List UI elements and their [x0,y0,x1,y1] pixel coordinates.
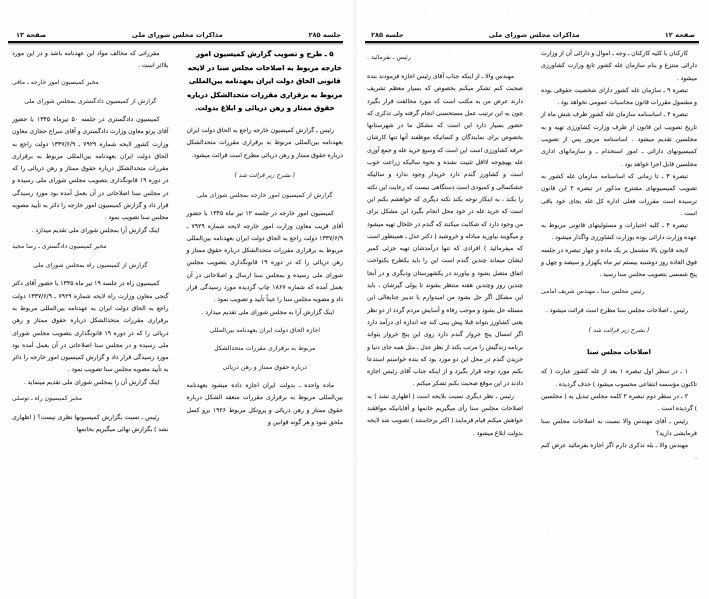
centered-title-line: اجازه الحاق دولت ایران بعهدنامه بین‌المللی [209,326,320,334]
left-page-publication-title: مذاکرات مجلس شورای ملی [131,31,223,39]
signature-line: مخبر کمیسیون راه ـ توسلی [12,395,82,403]
body-paragraph: تبصره ۹ ـ سازمان غله کشور دارای شخصیت حقوقی بوده و مشمول مقررات قانون محاسبات عمومی نخواهد بود . [541,86,697,107]
stage-direction-note: ( بشرح زیر قرائت شد ) [588,326,650,334]
right-page [355,0,709,599]
body-paragraph: کارکنان با کلیه کارکنان ـ وجه ـ اموال و دارائی آن از وزارت دارائی منتزع و بنام سازمان غله کشور تابع وزارت کشاورزی میشود . [541,50,697,82]
body-paragraph: رئیس ـ آقای مهندس والا نسبت به اصلاحات مجلس سنا فرمایشی دارید؟ [541,417,697,437]
agenda-item-heading: ۵ ـ طرح و تصویب گزارش کمیسیون امور خارجه مربوط به اصلاحات مجلس سنا در لایحه قانونی الحاق دولت ایران بعهدنامه بین‌المللی مربوط به برقراری مقررات متحدالشکل درباره حقوق ممتاز و رهن دریائی و ابلاغ بدولت. [187,50,343,113]
body-paragraph: تبصره ۲ ـ اساسنامه سازمان غله کشور ظرف شش ماه از تاریخ تصویب این قانون از طرف وزارت کشاورزی تهیه و به مجلسین تقدیم میشود . اساسنامه مزبور پس از تصویب کمیسیونهای دارائی ـ امور استخدام ـ و سازمانهای اداری مجلسین قابل اجرا خواهد بود . [541,111,697,168]
body-paragraph: ماده واحده ـ بدولت ایران اجازه داده میشود بعهدنامه بین‌المللی مربوط به برقراری مقررات منعقد الشکل درباره حقوق ممتاز و رهن دریائی و پروتکل مربوط ۱۹۲۶ برو کسل ملحق شود و هر گونه قوانین و [186,382,343,427]
right-page-session-number: جلسه ۲۸۵ [371,31,404,39]
body-paragraph: تبصره ۳ ـ تا زمانی که اساسنامه سازمان غله کشور به تصویب کمیسیونهای مشترح مذکور در تبصره ۲ این قانون نرسیده است مقررات فعلی اداره کل غله بجای خود باقی است . [541,172,697,217]
right-page-column-inner [367,48,532,591]
centered-title-line: درباره حقوق ممتاز و رهن دریائی [222,363,307,371]
section-heading: اصلاحات مجلس سنا [587,347,651,356]
body-paragraph: کمیسیون راه در جلسه ۱۹ تیر ماه ۱۳۴۵ با حضور آقای دکتر گنجی معاون وزارت راه لایحه شماره ۷۹۲۹ ـ ۱۳۳۷/۶/۹ دولت راجع به الحاق دولت ایران به عهدنامه بین‌المللی مربوط به برقراری مقررات متحدالشکل درباره حقوق ممتاز و رهن دریائی را که در دوره ۱۹ قانونگذاری بتصویب مجلس شورای ملی رسیده و در مجلس سنا اصلاحاتی در آن بعمل آمده بود مورد رسیدگی قرار داد و گزارش کمیسیون امور خارجه را دائر به تأیید مصوبه مجلس سنا تصویب نمود . [12,280,169,374]
signature-line: مخبر کمیسیون امور خارجه ـ مافی [12,78,99,86]
body-paragraph: رئیس ـ اصلاحات مجلس سنا مطرح است قرائت میشود . [546,306,688,314]
centered-title-line: گزارش از کمیسیون راه بمجلس شورای ملی [33,261,148,269]
body-paragraph: اینک گزارش آرا به مجلس شورای ملی تقدیم میدارد . [201,308,334,316]
centered-title-line: گزارش از کمیسیون دادگستری بمجلس شورای ملی [24,97,157,105]
body-paragraph: رئیس ـ گزارش کمیسیون خارجه راجع به الحاق دولت ایران بعهدنامه بین‌المللی مربوط به برقراری مقررات متحدالشکل درباره حقوق ممتاز و رهن دریائی مطرح است قرائت میشود. [186,126,343,159]
right-page-column-outer [532,48,697,591]
body-paragraph: مقرراتی که مخالف مواد این عهدنامه باشد و در این مورد بلااثر است . [12,50,169,70]
right-page-columns [367,48,697,591]
right-page-header-rule [365,41,699,43]
left-page-column-inner [178,48,344,591]
body-paragraph: لایحه قانون بالا مشتمل بر یک ماده و چهار تبصره در جلسه فوق العاده روز دوشنبه بیستم تیر ماه یکهزار و سیصد و چهل و پنج شمسی بتصویب مجلس سنا رسید . [541,246,697,279]
signature-line: رئیس ـ بفرمائید . [367,54,411,61]
body-paragraph: اینک گزارش آرا بمجلس شورای ملی تقدیم میدارد . [31,226,160,234]
right-page-number: صفحه ۱۲ [664,31,695,39]
left-page-column-outer [12,48,178,591]
centered-title-line: مربوط به برقراری مقررات متحدالشکل [214,345,316,353]
body-paragraph: کمیسیون دادگستری در جلسه ۵۰ تیرماه ۱۳۴۵ با حضور آقای پرتو معاون وزارت دادگستری و آقای سراج حجازی معاون وزارت کشور لایحه شماره ۷۹۲۹ ـ ۱۳۳۷/۶/۹ دولت راجع به الحاق دولت ایران بعهدنامه بین‌المللی مربوط به برقراری مقررات متحدالشکل درباره حقوق ممتاز و رهن دریائی را که در دوره ۱۹ قانونگذاری بتصویب مجلس شورای ملی رسیده و در مجلس سنا اصلاحاتی در آن بعمل آمده بود مورد رسیدگی قرار داد و گزارش کمیسیون امور خارجه را دائر به تأیید مصوبه مجلس سنا تصویب نمود . [12,116,169,222]
left-page-running-head [16,26,341,39]
body-paragraph: مهندس والا ـ بله تذکری دارم اگر اجازه بفرمائید عرض کنم . [541,442,697,462]
left-page-header-rule [8,41,343,43]
centered-title-line: گزارش از کمیسیون امور خارجه بمجلس شورای ملی [197,191,333,199]
stage-direction-note: ( بشرح زیر قرائت شد ) [234,171,296,179]
right-page-running-head [371,26,695,39]
left-page-session-number: جلسه ۲۸۵ [308,31,341,39]
body-paragraph: مهندس والا ـ از اینکه جناب آقای رئیس اجازه فرمودند بنده صحبت کنم تشکر میکنم بخصوص که بسیار معظم تشریف دارند عرض من به مکتب است که مورد مخالفت قرار بگیرد چون به این ترتیب عمل مستحسنی انجام گرفته ولی تذکری که حضور بسیار دارد این است که مشکل ما در شهرستانها بخصوص برای نمایندگان و کسانیکه موظفند آنها تنها کارشان حرفه کشاورزی است این است که وسیع خرید غله و جمع آوری غله بهیچوجه لااقل تثبیت نشده و نحوه سالیکه زراعت خوب است و کشاورز گندم دارد خریدار وجود ندارد و سالیکه خشکسالی و کمبودی است دستگاهی نیست که رعایت این نکته را بکند ، به اینکار توجه بکند نکته دیگری که خواهشم بکنم این است که خرید غله در خود محل انجام بگیرد این مشکل برای من وجود دارد که شکایت میکنند که گندم در خلخال تهیه میشود و میگویند بیاورید مبادله و خروشید ( دکتر عدل ـ همینطور است که میفرمائید ) افرادی که تنها درآمدشان تهیه جزئی کمبر ایشان میماند چندین گندم است این را باید یکطرح یکنواخت اتفاق متصل بشود و بیاورند در یکشهرستان ودیگری و در آنجا چندین روز وچندین هفته منتظر بشوند تا پولی گیرشان ، باید این مشکل اگر حل بشود من امیدوارم با تدبیر جنابعالی این مسئله حل بشود و موجب رفاه و آسایش مردم گردد از دو نظر یعنی کشاورز بتواند قبلا پیش بینی کند چه اندازه ای درآمد دارد اگر امسال پنج خروار گندم دارد روی این پنج خروار بتواند برنامه زندگیش را مرتب بکند از نظر عدل ـ مثل همه جای دنیا و خریدن گندم در محل این دو مورد بود که بنده خواستم استدعا بکنم مورد توجه قرار بگیرد و از اینکه جناب آقای رئیس اجازه دادند در این موقع صحبت بکنم تشکر میکنم . [367,73,523,388]
body-paragraph: اینک گزارش آن را بمجلس شورای ملی تقدیم مینماید . [24,378,160,386]
signature-line: رئیس مجلس سنا ـ مهندس شریف امامی [541,287,645,295]
body-paragraph: ۱ ـ در سطر اول تبصره ۱ بعد از غله کشور عبارت ( که تاکنون مؤسسه انتفاعی محسوب میشود ) حذف گردیده . [541,368,697,388]
body-paragraph: ۲ ـ در سطر دوم تبصره ۲ کلمه مجلس تبدیل به ( مجلسین ) گردیده است . [541,392,697,413]
left-page-columns [12,48,343,591]
signature-line: مخبر کمیسیون دادگستری ـ رضا مجید [12,242,107,250]
body-paragraph: تبصره ۴ ـ کلیه اختیارات و مسئولیتهای قانونی مربوط به عهده وزارت دارائی بوده بوزارت کشاورزی واگذار میشود . [541,222,697,242]
left-page-number: صفحه ۱۳ [16,31,47,39]
body-paragraph: رئیس ـ نسبت بگزارش کمیسیونها نظری نیست؟ ( اظهاری نشد ) بگزارش نهائی میگیریم بخانمها [12,414,169,434]
body-paragraph: کمیسیون امور خارجه در جلسه ۱۲ تیر ماه ۱۳۴۵ با حضور آقای قریب معاون وزارت امور خارجه لایحه شماره ۷۹۲۹ ـ ۱۳۳۷/۶/۹ دولت راجع به الحاق دولت ایران بعهدنامه بین‌المللی مربوط به برقراری مقررات متحدالشکل درباره حقوق ممتاز و رهن دریائی را که در دوره ۱۹ قانونگذاری بتصویب مجلس شورای ملی رسیده و بمجلس سنا ارسال و اصلاحاتی در آن بعمل آمده که شماره ۱۸۶۷ چاپ گردیده مورد رسیدگی قرار داد و مصوبه مجلس سنا را عیناً تأیید و تصویب نمود . [186,210,343,304]
right-page-publication-title: مذاکرات مجلس شورای ملی [488,31,580,39]
body-paragraph: رئیس ـ نظر دیگری نسبت بلایحه است ( اظهاری نشد ) به اصلاحات مجلس سنا رأی میگیریم خانمها و آقایانیکه موافقند خواهش میکنم قیام فرمایند ( اکثر برخاستند ) تصویب شد لایحه بدولت ابلاغ میشود . [367,392,523,437]
